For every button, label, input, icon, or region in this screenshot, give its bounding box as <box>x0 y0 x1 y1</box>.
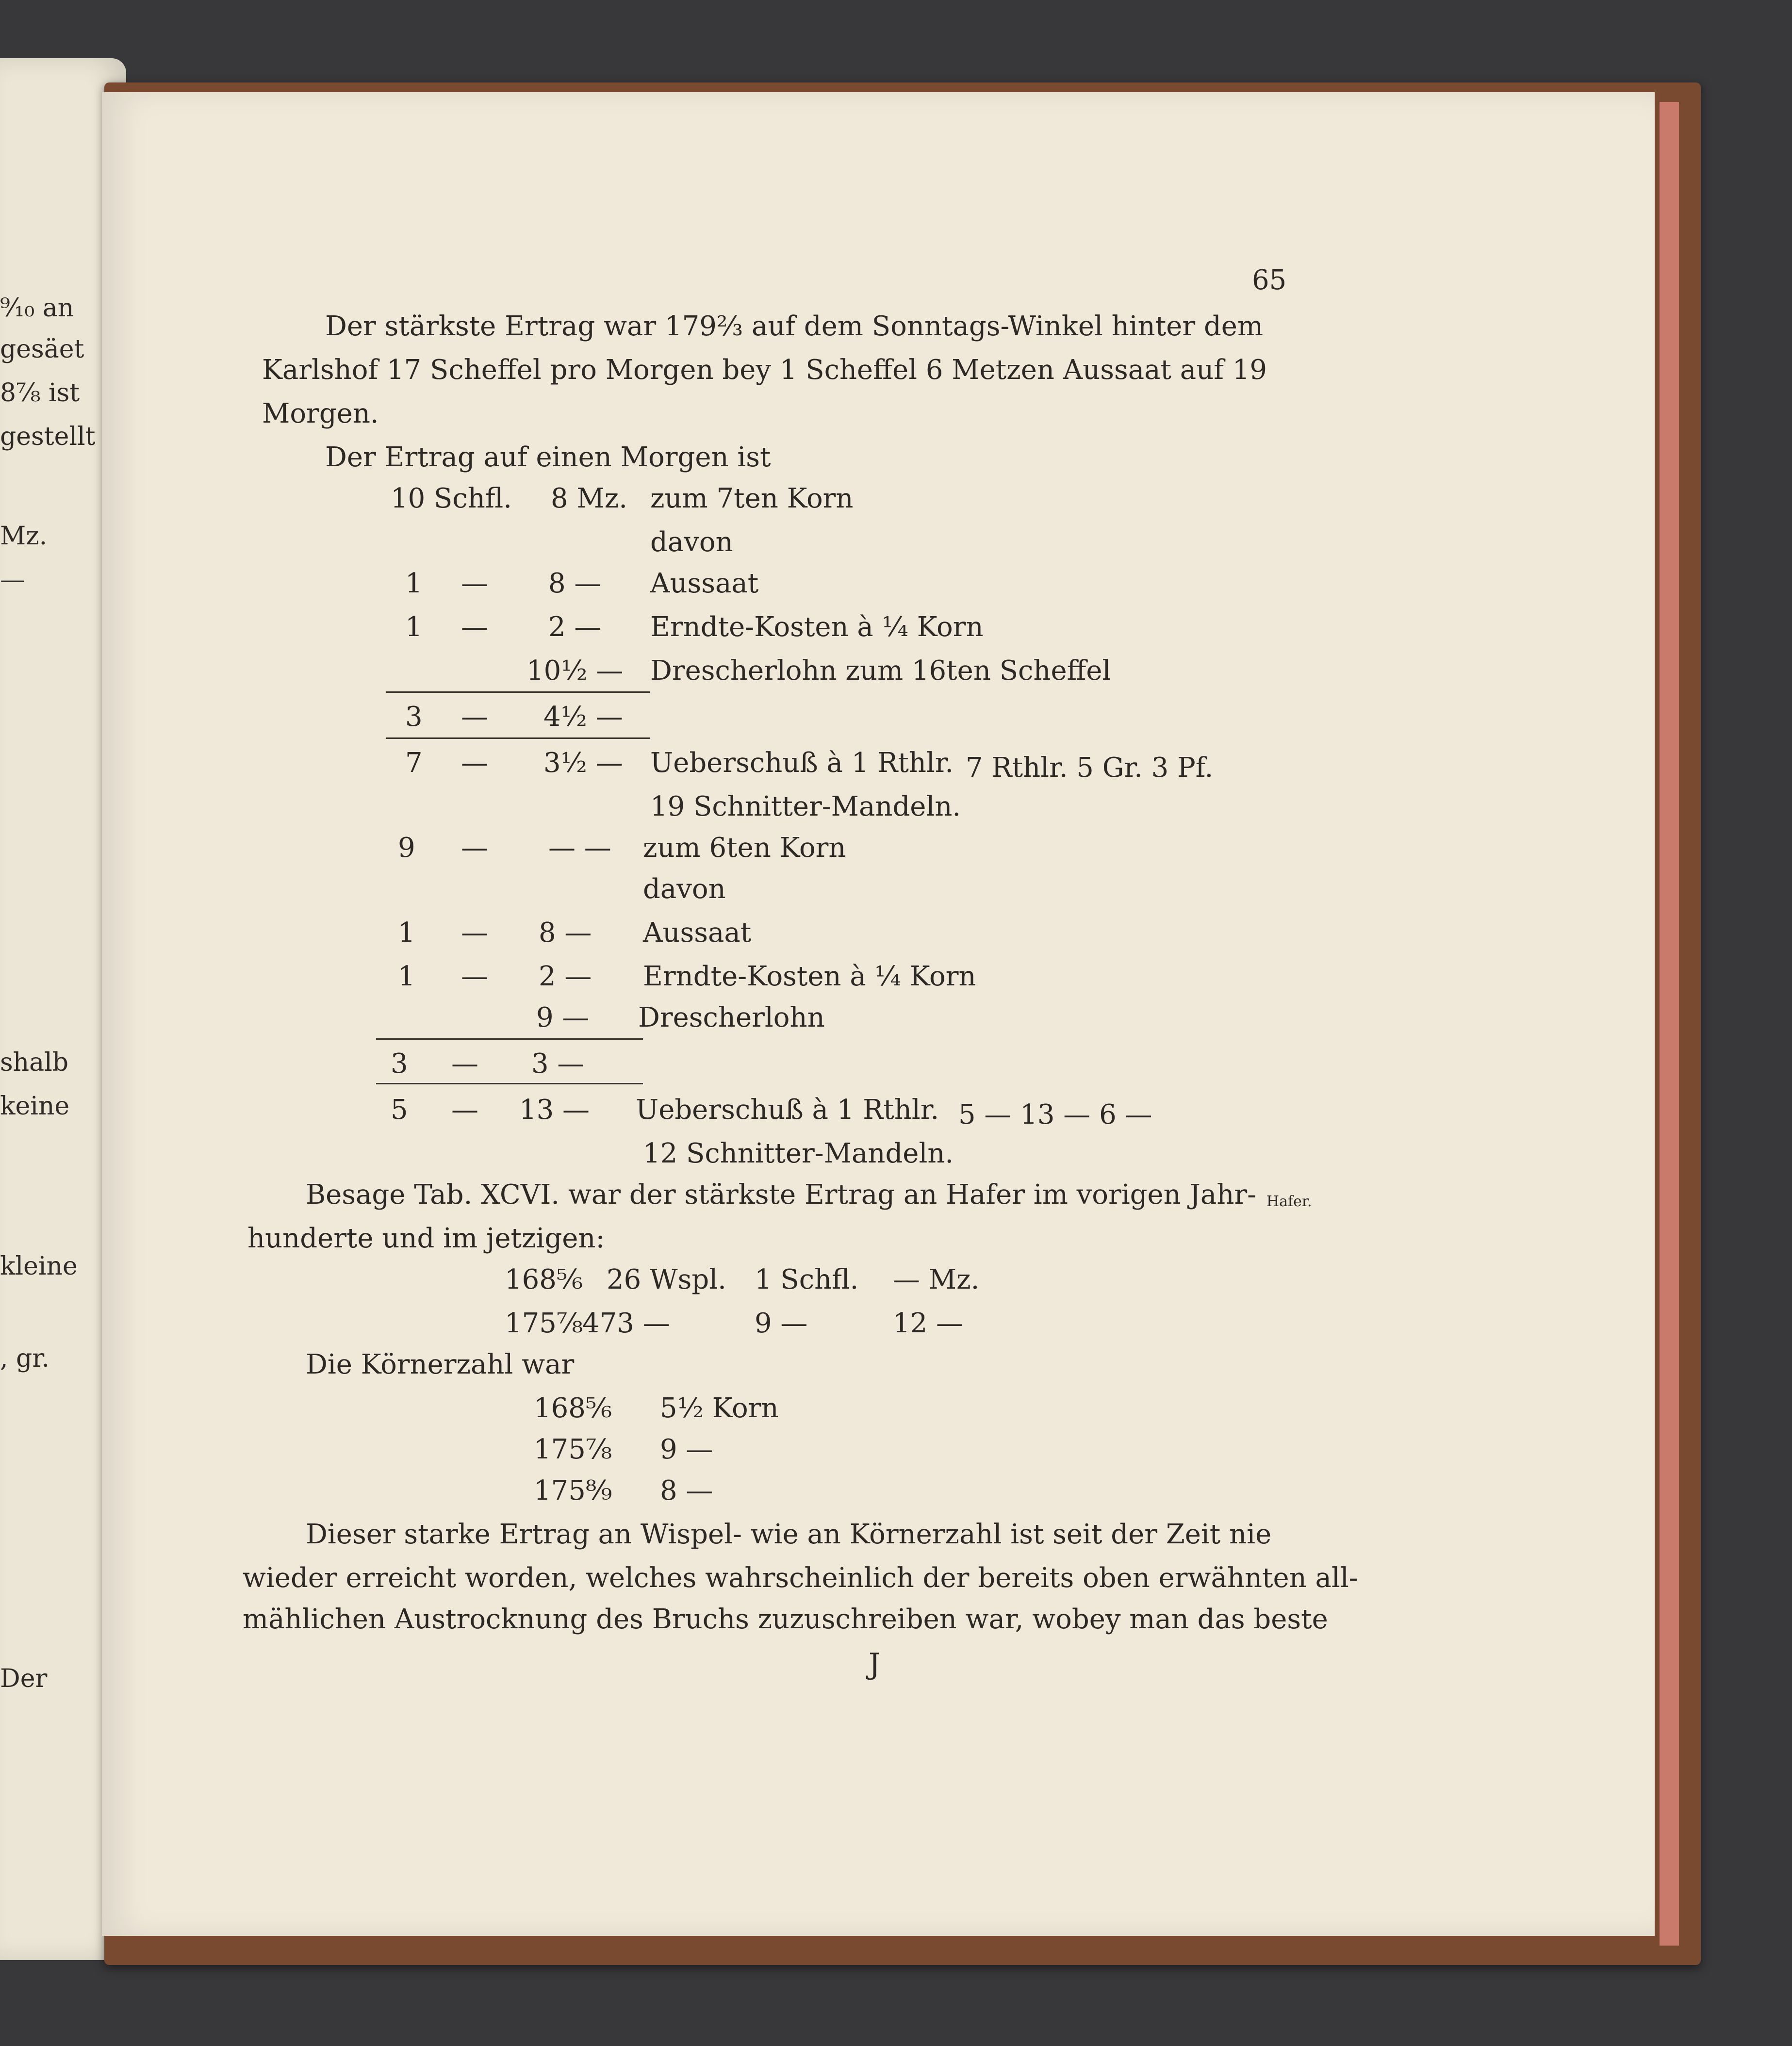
left-fragment: kleine <box>0 1252 78 1281</box>
left-fragment: , gr. <box>0 1344 50 1373</box>
table1-total-qty: 10 Schfl. <box>391 483 512 514</box>
table2-cell: 2 — <box>539 961 592 992</box>
koerner-cell: 8 — <box>660 1475 713 1506</box>
table1-cell: 2 — <box>548 611 602 643</box>
hafer-cell: 1 Schfl. <box>755 1264 859 1295</box>
table1-sum: — <box>461 701 488 733</box>
table2-mandeln: 12 Schnitter-Mandeln. <box>643 1138 954 1169</box>
table1-cell: — <box>461 611 488 643</box>
paragraph2-line: Besage Tab. XCVI. war der stärkste Ertrag an Hafer im vorigen Jahr- <box>306 1179 1257 1211</box>
paragraph3-line: mählichen Austrocknung des Bruchs zuzuschreiben war, wobey man das beste <box>243 1604 1328 1635</box>
table2-surplus: 5 <box>391 1094 408 1126</box>
left-fragment: ⁹⁄₁₀ an <box>0 294 74 323</box>
koerner-cell: 9 — <box>660 1434 713 1465</box>
koerner-cell: 168⅚ <box>534 1392 612 1424</box>
table1-cell: — <box>461 568 488 599</box>
table1-sum: 3 <box>405 701 423 733</box>
table2-total: — — <box>548 832 611 864</box>
page-number: 65 <box>1252 264 1287 296</box>
sum-rule <box>386 737 650 739</box>
table1-sum: 4½ — <box>543 701 623 733</box>
table2-cell: 8 — <box>539 917 592 949</box>
left-fragment: — <box>0 565 25 594</box>
hafer-cell: 26 Wspl. <box>607 1264 726 1295</box>
table1-surplus: 3½ — <box>543 747 623 779</box>
right-page <box>102 92 1655 1936</box>
table2-total: — <box>461 832 488 864</box>
hafer-cell: — Mz. <box>893 1264 980 1295</box>
table1-cell: 8 — <box>548 568 602 599</box>
paragraph3-line: wieder erreicht worden, welches wahrscheinlich der bereits oben erwähnten all- <box>243 1562 1358 1594</box>
hafer-cell: 12 — <box>893 1308 964 1339</box>
paragraph1-line: Der stärkste Ertrag war 179⅔ auf dem Sonntags-Winkel hinter dem <box>325 311 1264 342</box>
sum-rule <box>376 1083 643 1084</box>
table2-cell: — <box>461 917 488 949</box>
koerner-cell: 175⁸⁄₉ <box>534 1475 612 1506</box>
table2-surplus: 13 — <box>519 1094 590 1126</box>
table2-sum: 3 <box>391 1048 408 1080</box>
table2-sum: 3 — <box>531 1048 585 1080</box>
table2-surplus-amount: 5 — 13 — 6 — <box>958 1099 1152 1130</box>
table2-sum: — <box>451 1048 478 1080</box>
table1-davon: davon <box>650 526 733 558</box>
paragraph2-line: hunderte und im jetzigen: <box>247 1223 605 1254</box>
table2-total: zum 6ten Korn <box>643 832 846 864</box>
margin-note: Hafer. <box>1266 1193 1312 1210</box>
table2-davon: davon <box>643 873 726 905</box>
table2-cell: Aussaat <box>643 917 752 949</box>
table1-total-desc: zum 7ten Korn <box>650 483 854 514</box>
paragraph1-line: Morgen. <box>262 398 379 429</box>
table2-cell: 1 <box>398 961 415 992</box>
table2-total: 9 <box>398 832 415 864</box>
page-edge <box>1660 102 1679 1946</box>
table1-surplus: 7 <box>405 747 423 779</box>
table2-cell: — <box>461 961 488 992</box>
table1-mandeln: 19 Schnitter-Mandeln. <box>650 791 961 822</box>
hafer-cell: 9 — <box>755 1308 808 1339</box>
sum-rule <box>386 691 650 693</box>
hafer-cell: 473 — <box>582 1308 670 1339</box>
table2-cell: Drescherlohn <box>638 1002 825 1033</box>
table1-cell: Drescherlohn zum 16ten Scheffel <box>650 655 1111 687</box>
left-fragment: shalb <box>0 1048 69 1077</box>
table2-surplus: — <box>451 1094 478 1126</box>
table1-cell: Aussaat <box>650 568 759 599</box>
table1-cell: Erndte-Kosten à ¼ Korn <box>650 611 984 643</box>
paragraph1-line: Karlshof 17 Scheffel pro Morgen bey 1 Scheffel 6 Metzen Aussaat auf 19 <box>262 354 1267 386</box>
left-fragment: Der <box>0 1664 48 1693</box>
table1-cell: 1 <box>405 568 423 599</box>
table2-cell: 1 <box>398 917 415 949</box>
signature-mark: J <box>869 1647 881 1681</box>
morgen-heading: Der Ertrag auf einen Morgen ist <box>325 442 771 473</box>
left-fragment: keine <box>0 1092 70 1121</box>
table1-surplus: — <box>461 747 488 779</box>
koerner-cell: 5½ Korn <box>660 1392 779 1424</box>
sum-rule <box>376 1038 643 1040</box>
left-fragment: Mz. <box>0 522 48 551</box>
table1-surplus: Ueberschuß à 1 Rthlr. <box>650 747 954 779</box>
hafer-cell: 168⅚ <box>505 1264 583 1295</box>
koerner-heading: Die Körnerzahl war <box>306 1349 575 1380</box>
table2-surplus: Ueberschuß à 1 Rthlr. <box>636 1094 939 1126</box>
table1-cell: 1 <box>405 611 423 643</box>
left-fragment: gesäet <box>0 335 84 364</box>
table1-cell: 10½ — <box>526 655 624 687</box>
paragraph3-line: Dieser starke Ertrag an Wispel- wie an Körnerzahl ist seit der Zeit nie <box>306 1519 1272 1550</box>
hafer-cell: 175⅞ <box>505 1308 583 1339</box>
table1-total-mz: 8 Mz. <box>551 483 628 514</box>
left-fragment: gestellt <box>0 422 96 451</box>
koerner-cell: 175⅞ <box>534 1434 612 1465</box>
table1-surplus-amount: 7 Rthlr. 5 Gr. 3 Pf. <box>966 752 1214 784</box>
table2-cell: Erndte-Kosten à ¼ Korn <box>643 961 976 992</box>
table2-cell: 9 — <box>536 1002 590 1033</box>
left-fragment: 8⁷⁄₈ ist <box>0 378 80 408</box>
